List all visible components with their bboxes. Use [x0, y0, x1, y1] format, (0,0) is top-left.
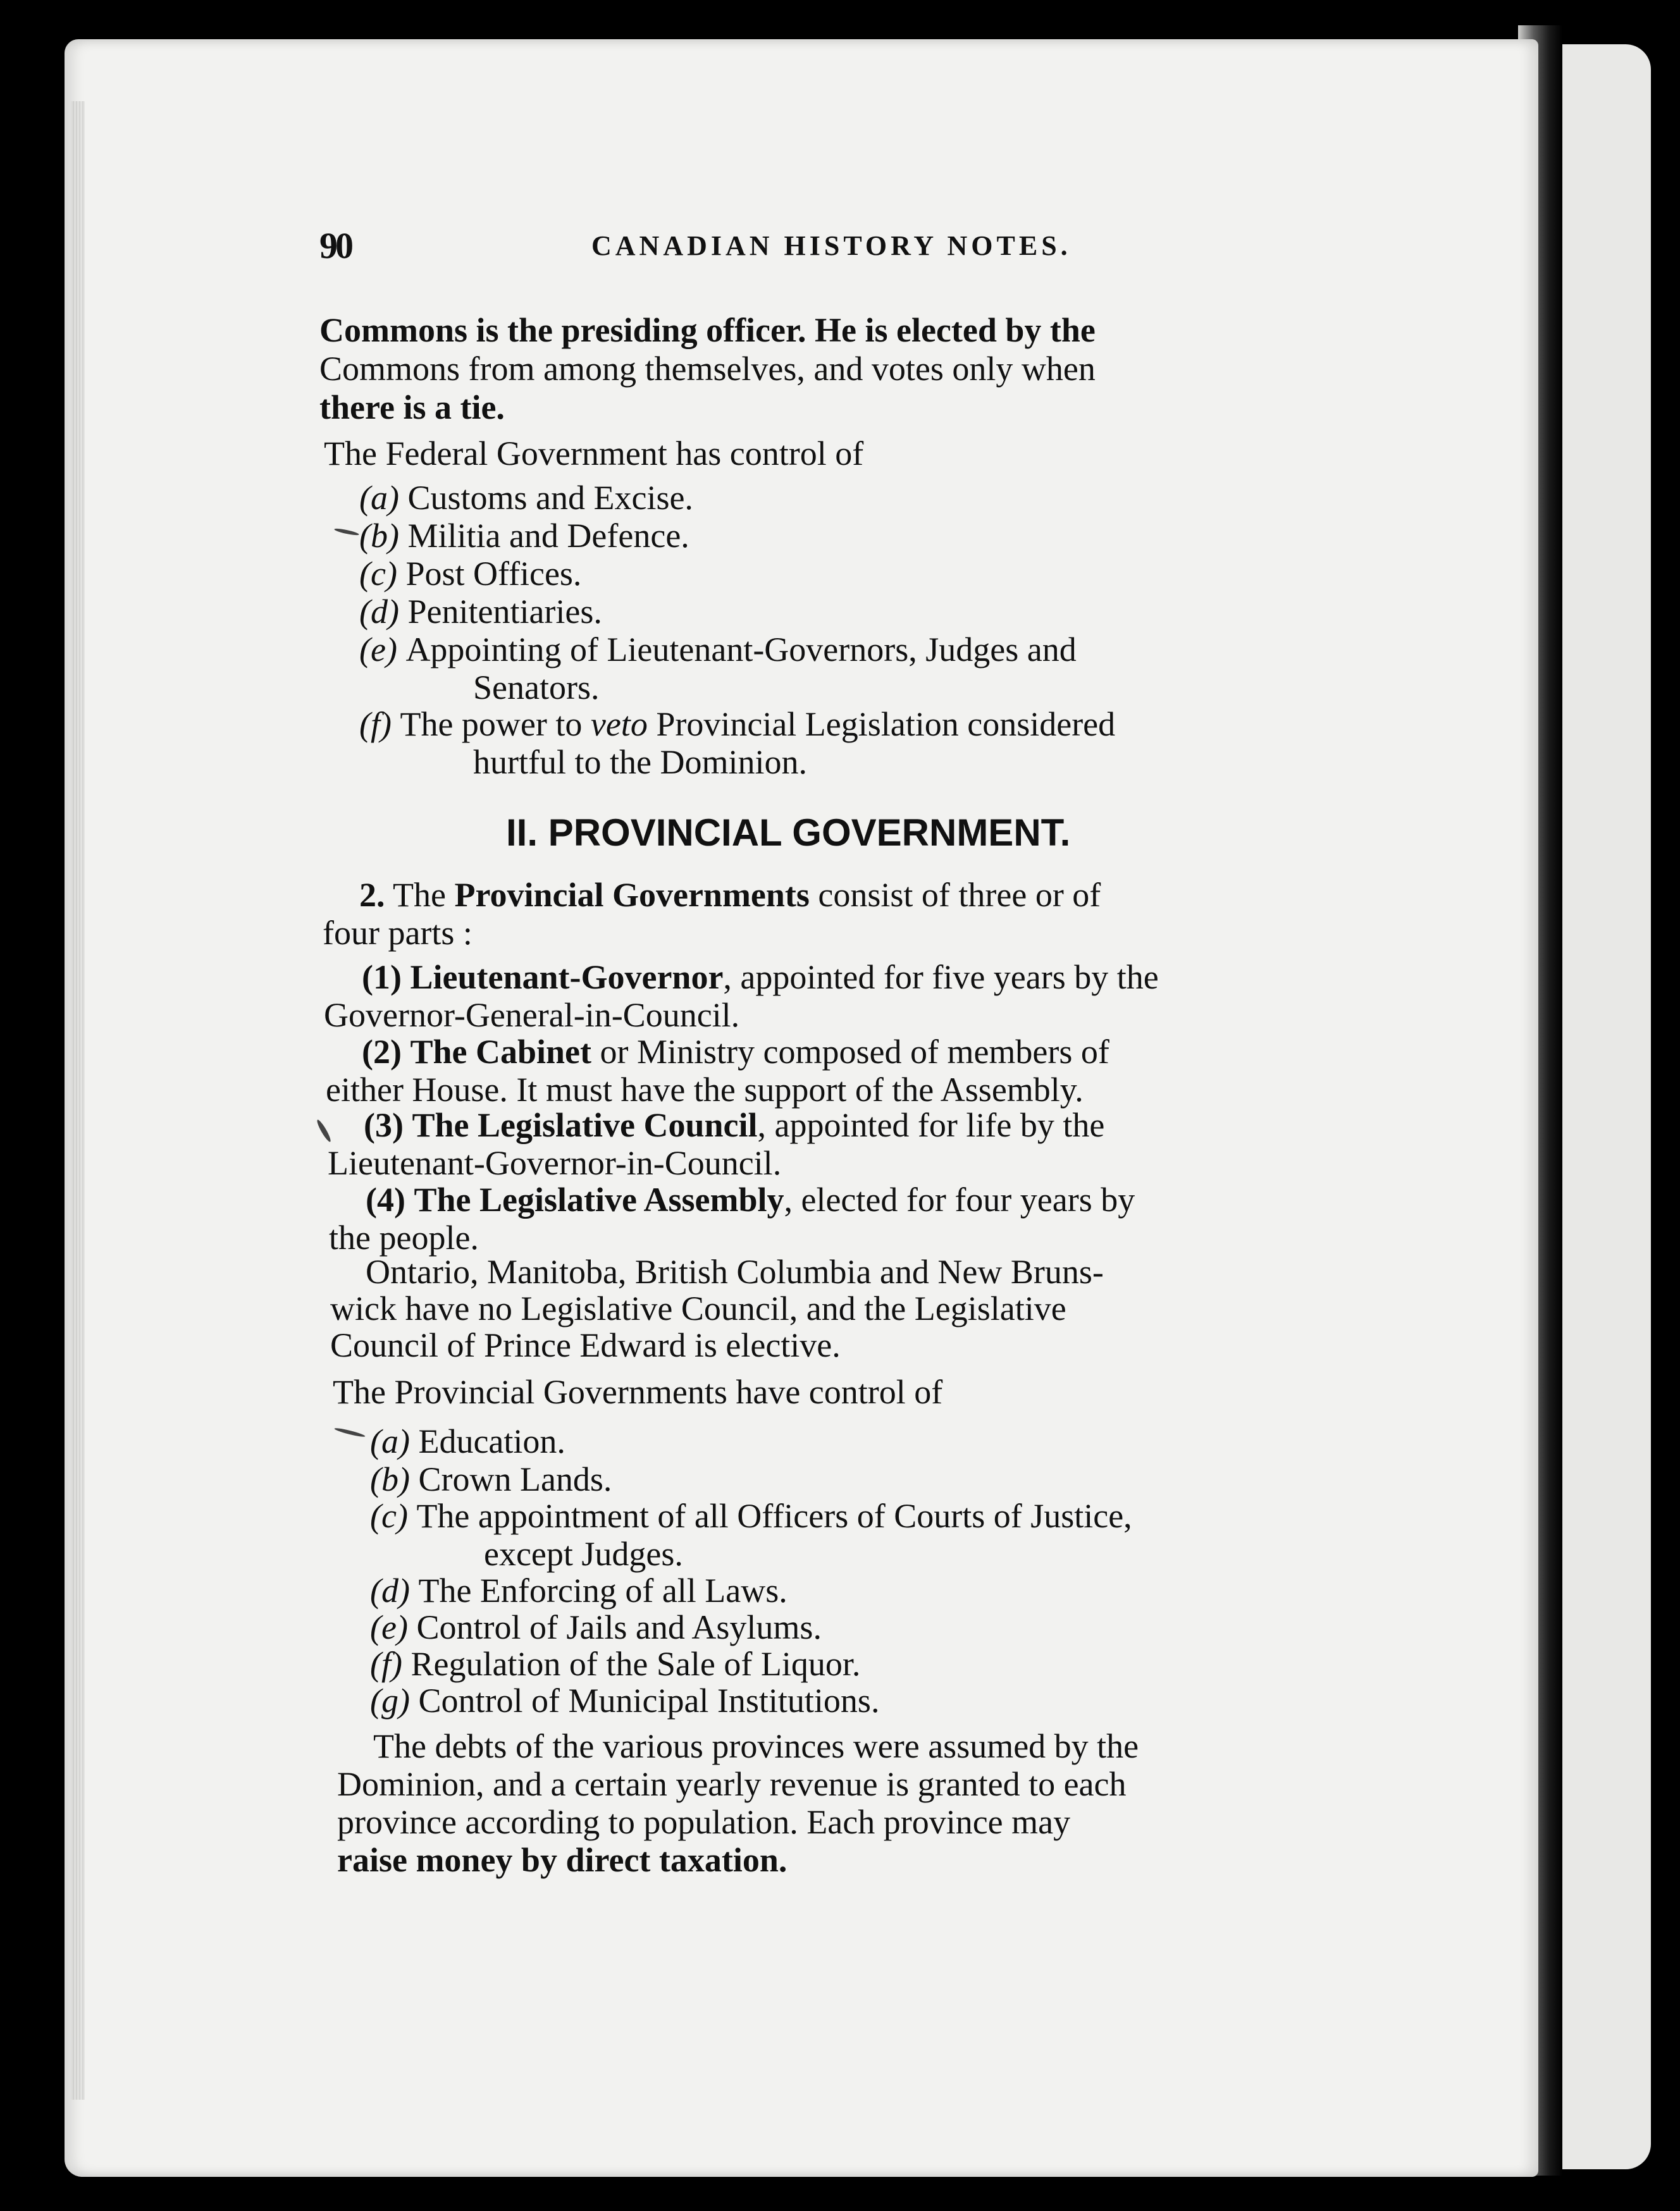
- provincial-para2-cont: four parts :: [323, 914, 472, 952]
- federal-control-intro: The Federal Government has control of: [324, 434, 864, 472]
- federal-item-d: (d) Penitentiaries.: [359, 593, 602, 631]
- federal-item-e-cont: Senators.: [473, 668, 600, 706]
- provincial-part-4-cont: the people.: [329, 1219, 479, 1257]
- provincial-item-d: (d) The Enforcing of all Laws.: [370, 1572, 788, 1610]
- provincial-item-c-cont: except Judges.: [484, 1535, 683, 1573]
- provincial-item-f: (f) Regulation of the Sale of Liquor.: [370, 1645, 861, 1683]
- ontario-line-1: Ontario, Manitoba, British Columbia and New Bruns-: [366, 1253, 1104, 1291]
- page-header: [319, 225, 1331, 275]
- page-stack-edges: [71, 101, 85, 2100]
- provincial-part-2: (2) The Cabinet or Ministry composed of members of: [362, 1033, 1109, 1071]
- running-head: CANADIAN HISTORY NOTES.: [591, 230, 1072, 261]
- federal-item-f: (f) The power to veto Provincial Legislation considered: [359, 705, 1116, 743]
- page-number: 90: [319, 225, 351, 266]
- provincial-item-b: (b) Crown Lands.: [370, 1460, 612, 1498]
- provincial-para2: 2. The Provincial Governments consist of three or of: [359, 876, 1101, 914]
- debts-line-1: The debts of the various provinces were assumed by the: [373, 1727, 1139, 1765]
- ontario-line-3: Council of Prince Edward is elective.: [330, 1326, 841, 1364]
- federal-intro-line-2: Commons from among themselves, and votes only when: [319, 350, 1096, 388]
- provincial-part-1-cont: Governor-General-in-Council.: [324, 996, 740, 1034]
- federal-item-e: (e) Appointing of Lieutenant-Governors, Judges and: [359, 631, 1077, 668]
- debts-line-3: province according to population. Each province may: [337, 1803, 1071, 1841]
- provincial-item-e: (e) Control of Jails and Asylums.: [370, 1608, 822, 1646]
- federal-intro-line-1: Commons is the presiding officer. He is elected by the: [319, 311, 1096, 349]
- provincial-item-a: (a) Education.: [370, 1422, 565, 1460]
- ontario-line-2: wick have no Legislative Council, and the Legislative: [330, 1290, 1066, 1327]
- provincial-item-c: (c) The appointment of all Officers of Courts of Justice,: [370, 1497, 1132, 1535]
- federal-item-b: (b) Militia and Defence.: [359, 517, 689, 555]
- provincial-part-2-cont: either House. It must have the support of the Assembly.: [326, 1071, 1084, 1109]
- section-heading: II. PROVINCIAL GOVERNMENT.: [506, 811, 1071, 854]
- federal-item-c: (c) Post Offices.: [359, 555, 582, 593]
- federal-item-a: (a) Customs and Excise.: [359, 479, 693, 517]
- debts-line-4: raise money by direct taxation.: [337, 1841, 788, 1879]
- debts-line-2: Dominion, and a certain yearly revenue is granted to each: [337, 1765, 1127, 1803]
- provincial-control-intro: The Provincial Governments have control of: [333, 1373, 943, 1411]
- federal-intro-line-3: there is a tie.: [319, 388, 505, 426]
- provincial-part-3-cont: Lieutenant-Governor-in-Council.: [328, 1144, 782, 1182]
- facing-page-edge: [1562, 44, 1651, 2169]
- provincial-part-1: (1) Lieutenant-Governor, appointed for five years by the: [362, 958, 1159, 996]
- provincial-item-g: (g) Control of Municipal Institutions.: [370, 1682, 880, 1720]
- federal-item-f-cont: hurtful to the Dominion.: [473, 743, 807, 781]
- provincial-part-4: (4) The Legislative Assembly, elected for four years by: [366, 1181, 1135, 1219]
- provincial-part-3: (3) The Legislative Council, appointed for life by the: [364, 1106, 1105, 1144]
